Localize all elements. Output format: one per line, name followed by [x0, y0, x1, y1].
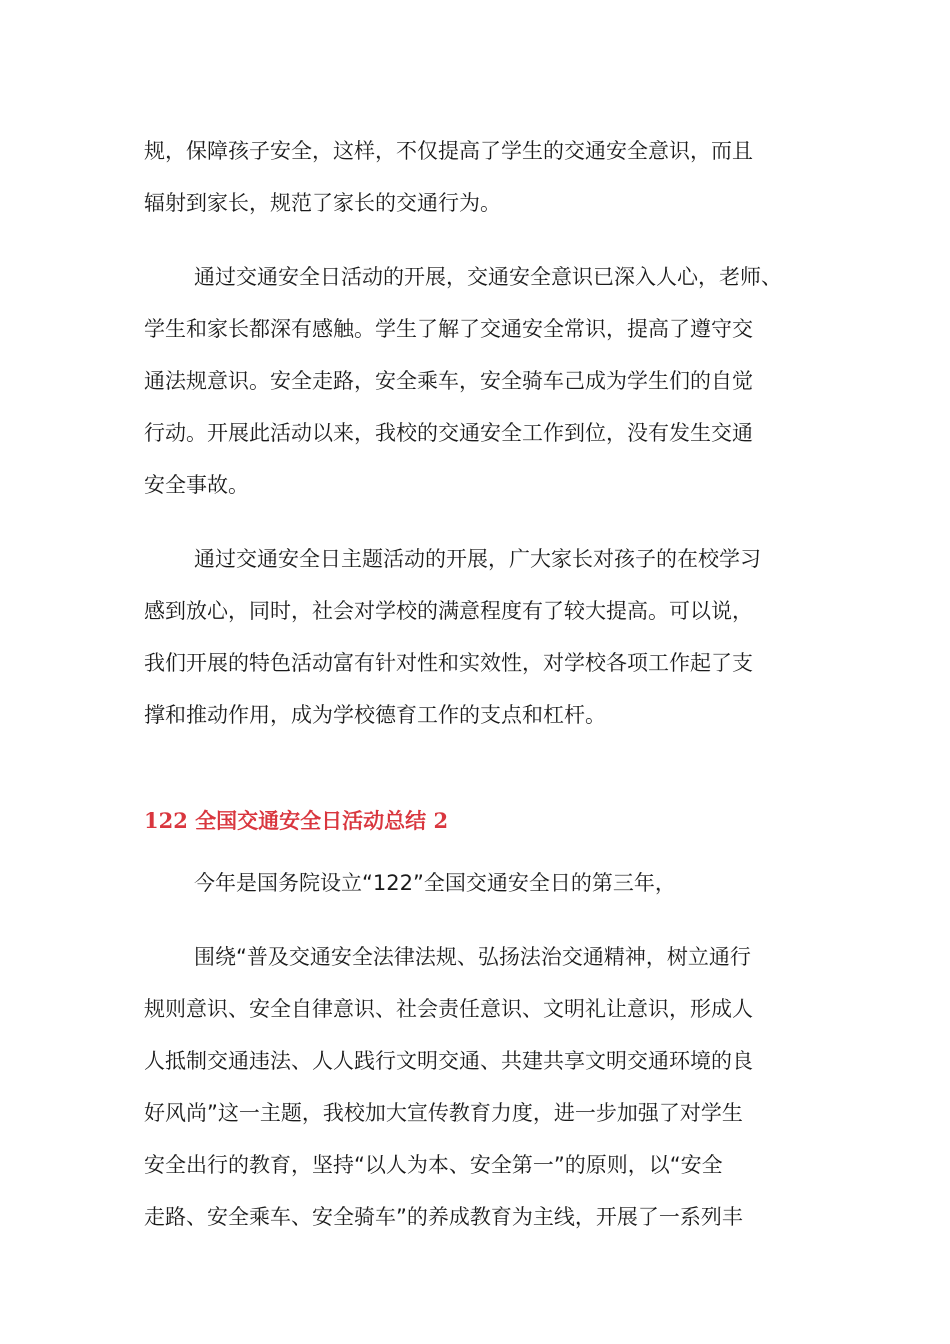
paragraph	[144, 533, 814, 741]
text-line: 通过交通安全日活动的开展，交通安全意识已深入人心，老师、	[194, 265, 782, 289]
text-line: 围绕“普及交通安全法律法规、弘扬法治交通精神，树立通行	[194, 945, 751, 969]
text-line: 通法规意识。安全走路，安全乘车，安全骑车己成为学生们的自觉	[144, 369, 753, 393]
text-line: 辐射到家长，规范了家长的交通行为。	[144, 191, 501, 215]
heading-suffix: 2	[433, 808, 449, 833]
text-line: 感到放心，同时，社会对学校的满意程度有了较大提高。可以说，	[144, 599, 753, 623]
paragraph	[144, 931, 814, 1243]
text-line: 人抵制交通违法、人人践行文明交通、共建共享文明交通环境的良	[144, 1049, 753, 1073]
text-line: 走路、安全乘车、安全骑车”的养成教育为主线，开展了一系列丰	[144, 1205, 743, 1229]
section-1-body	[144, 125, 814, 763]
paragraph	[144, 857, 814, 909]
paragraph	[144, 251, 814, 511]
section-heading	[144, 799, 448, 843]
text-line: 规，保障孩子安全，这样，不仅提高了学生的交通安全意识，而且	[144, 139, 753, 163]
heading-number: 122	[144, 808, 188, 833]
heading-title: 全国交通安全日活动总结	[195, 809, 427, 833]
text-line: 行动。开展此活动以来，我校的交通安全工作到位，没有发生交通	[144, 421, 753, 445]
section-2-body	[144, 857, 814, 1265]
text-line: 今年是国务院设立“122”全国交通安全日的第三年，	[194, 871, 676, 895]
text-line: 学生和家长都深有感触。学生了解了交通安全常识，提高了遵守交	[144, 317, 753, 341]
text-line: 规则意识、安全自律意识、社会责任意识、文明礼让意识，形成人	[144, 997, 753, 1021]
text-line: 好风尚”这一主题，我校加大宣传教育力度，进一步加强了对学生	[144, 1101, 743, 1125]
text-line: 安全出行的教育，坚持“以人为本、安全第一”的原则，以“安全	[144, 1153, 723, 1177]
paragraph	[144, 125, 814, 229]
text-line: 通过交通安全日主题活动的开展，广大家长对孩子的在校学习	[194, 547, 761, 571]
text-line: 我们开展的特色活动富有针对性和实效性，对学校各项工作起了支	[144, 651, 753, 675]
text-line: 撑和推动作用，成为学校德育工作的支点和杠杆。	[144, 703, 606, 727]
text-line: 安全事故。	[144, 473, 249, 497]
